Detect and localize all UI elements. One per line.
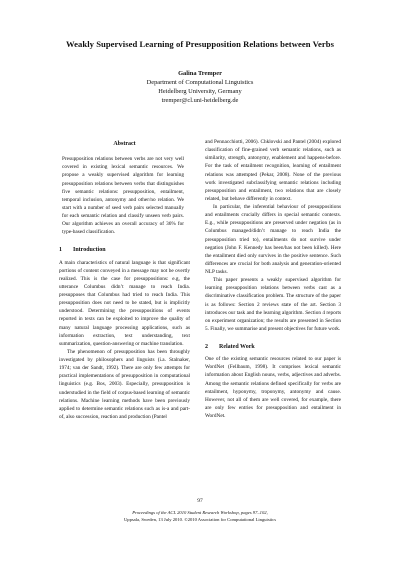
footer-line-2: Uppsala, Sweden, 13 July 2010. ©2010 Association for Computational Linguistics: [123, 516, 276, 522]
section-title: Related Work: [219, 344, 255, 350]
right-column: [205, 138, 341, 420]
section-heading-related-work: [205, 343, 341, 351]
right-paragraph-3: This paper presents a weakly supervised algorithm for learning presupposition relations between verbs cast as a discriminative classification problem. The structure of the paper is as follows: Section 2 reviews state of the art. Section 3 introduces our task and the learning algorithm. Section 4 reports on experiment organization; the results are presented in Section 5. Finally, we summarise and present objectives for future work.: [205, 277, 341, 332]
author-name: Galina Tremper: [178, 70, 222, 77]
section-number: 1: [59, 247, 62, 254]
author-university: Heidelberg University, Germany: [158, 88, 242, 96]
author-department: Department of Computational Linguistics: [146, 79, 254, 87]
section-title: Introduction: [73, 247, 106, 254]
footer-line-1: Proceedings of the ACL 2010 Student Research Workshop, pages 97–102,: [132, 510, 268, 515]
author-block: [0, 69, 400, 105]
left-column: [59, 136, 190, 421]
author-email: tremper@cl.uni-heidelberg.de: [161, 97, 239, 105]
intro-paragraph-2: The phenomenon of presupposition has been throughly investigated by philosophers and linguists (i.a. Stalnaker, 1974; van der Sandt, 1992). There are only few attempts for practical implementations of presupposition in computational linguistics (e.g. Bos, 2003). Especially, presupposition is understudied in the field of corpus-based learning of semantic relations. Machine learning methods have been previously applied to determine semantic relations such as is-a and part-of, also succession, reaction and production (Pantel: [59, 348, 190, 420]
intro-paragraph-1: A main characteristics of natural language is that significant portions of content conveyed in a message may not be overtly realized. This is the case for presuppositions: e.g, the utterance Columbus didn’t manage to reach India. presupposes that Columbus had tried to reach India. This presupposition does not need to be stated, but is implicitly understood. Determining the presuppositions of events reported in texts can be exploited to improve the quality of many natural language processing applications, such as information extraction, text understanding, text summarization, question-answering or machine translation.: [59, 259, 190, 347]
abstract-text: Presupposition relations between verbs are not very well covered in existing lexical semantic resources. We propose a weakly supervised algorithm for learning presupposition relations between verbs that distinguishes five semantic relations: presupposition, entailment, temporal inclusion, antonymy and other/no relation. We start with a number of seed verb pairs selected manually for each semantic relation and classify unseen verb pairs. Our algorithm achieves an overall accuracy of 36% for type-based classification.: [62, 156, 184, 236]
right-paragraph-1: and Pennacchiotti, 2006). Chklovski and Pantel (2004) explored classification of fine-grained verb semantic relations, such as similarity, strength, antonymy, enablement and happens-before. For the task of entailment recognition, learning of entailment relations was attempted (Pekar, 2008). None of the previous work investigated subclassifying semantic relations including presupposition and entailment, two relations that are closely related, but behave differently in context.: [205, 139, 341, 202]
right-paragraph-2: In particular, the inferential behaviour of presuppositions and entailments crucially differs in special semantic contexts. E.g., while presuppositions are preserved under negation (as in Columbus managed/didn’t manage to reach India the presupposition tried to), entailments do not survive under negation (John F. Kennedy has been/has not been killed). Here the entailment died only survives in the positive sentence. Such differences are crucial for both analysis and generation-oriented NLP tasks.: [205, 204, 341, 275]
section-number: 2: [205, 344, 208, 350]
abstract-body: [62, 155, 184, 236]
page-number: 97: [197, 498, 203, 504]
abstract-heading: Abstract: [113, 141, 136, 147]
section-heading-introduction: [59, 246, 190, 254]
related-work-paragraph: One of the existing semantic resources related to our paper is WordNet (Fellbaum, 1998). It comprises lexical semantic information about English nouns, verbs, adjectives and adverbs. Among the semantic relations defined specifically for verbs are entailment, hyponymy, troponymy, antonymy and cause. However, not all of them are well covered, for example, there are only few entries for presupposition and entailment in WordNet.: [205, 356, 341, 419]
proceedings-footer: [0, 510, 400, 523]
paper-title: Weakly Supervised Learning of Presupposition Relations between Verbs: [66, 39, 334, 49]
